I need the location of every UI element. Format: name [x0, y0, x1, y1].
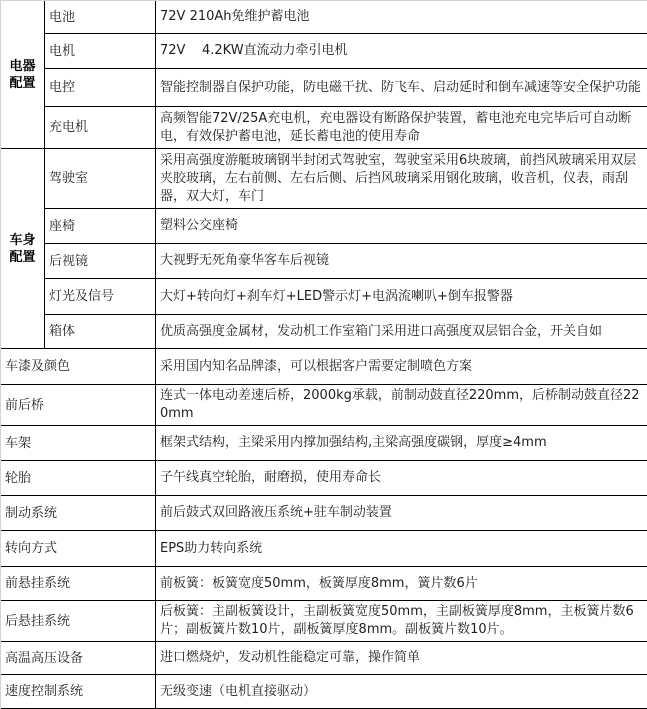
spec-label-paint: 车漆及颜色 [1, 349, 156, 385]
spec-label-motor: 电机 [45, 34, 156, 69]
spec-value-axles: 连式一体电动差速后桥，2000kg承载，前制动鼓直径220mm，后桥制动鼓直径220mm [156, 385, 647, 426]
spec-value-cab: 采用高强度游艇玻璃钢半封闭式驾驶室，驾驶室采用6块玻璃，前挡风玻璃采用双层夹胶玻璃，左右前侧、左右后侧、后挡风玻璃采用钢化玻璃，收音机，仪表，雨刮器，双大灯，车门 [156, 149, 647, 209]
spec-label-lights: 灯光及信号 [45, 279, 156, 315]
spec-label-steering: 转向方式 [1, 531, 156, 567]
spec-value-battery: 72V 210Ah免维护蓄电池 [156, 1, 647, 34]
spec-label-battery: 电池 [45, 1, 156, 34]
spec-value-heater: 进口燃烧炉，发动机性能稳定可靠，操作简单 [156, 642, 647, 675]
spec-label-controller: 电控 [45, 69, 156, 107]
spec-label-brakes: 制动系统 [1, 496, 156, 531]
spec-label-seats: 座椅 [45, 209, 156, 244]
spec-value-mirror: 大视野无死角豪华客车后视镜 [156, 244, 647, 279]
spec-label-tires: 轮胎 [1, 461, 156, 496]
spec-label-speed-control: 速度控制系统 [1, 675, 156, 709]
spec-label-front-suspension: 前悬挂系统 [1, 567, 156, 601]
spec-value-frame: 框架式结构，主梁采用内撑加强结构,主梁高强度碳钢，厚度≥4mm [156, 426, 647, 461]
spec-label-box: 箱体 [45, 315, 156, 349]
spec-label-frame: 车架 [1, 426, 156, 461]
spec-value-motor: 72V 4.2KW直流动力牵引电机 [156, 34, 647, 69]
spec-value-box: 优质高强度金属材，发动机工作室箱门采用进口高强度双层铝合金，开关自如 [156, 315, 647, 349]
spec-value-speed-control: 无级变速（电机直接驱动） [156, 675, 647, 709]
spec-value-lights: 大灯+转向灯+刹车灯+LED警示灯+电涡流喇叭+倒车报警器 [156, 279, 647, 315]
spec-value-charger: 高频智能72V/25A充电机，充电器设有断路保护装置，蓄电池充电完毕后可自动断电，有效保护蓄电池，延长蓄电池的使用寿命 [156, 107, 647, 149]
spec-value-rear-suspension: 后板簧：主副板簧设计，主副板簧宽度50mm，主副板簧厚度8mm，主板簧片数6片；副板簧片数10片，副板簧厚度8mm。副板簧片数10片。 [156, 601, 647, 642]
spec-value-steering: EPS助力转向系统 [156, 531, 647, 567]
spec-label-mirror: 后视镜 [45, 244, 156, 279]
spec-value-paint: 采用国内知名品牌漆，可以根据客户需要定制喷色方案 [156, 349, 647, 385]
spec-value-seats: 塑料公交座椅 [156, 209, 647, 244]
spec-group-body: 车身配置 [1, 149, 45, 349]
spec-value-controller: 智能控制器自保护功能，防电磁干扰、防飞车、启动延时和倒车减速等安全保护功能 [156, 69, 647, 107]
spec-value-front-suspension: 前板簧：板簧宽度50mm，板簧厚度8mm，簧片数6片 [156, 567, 647, 601]
spec-label-rear-suspension: 后悬挂系统 [1, 601, 156, 642]
spec-value-tires: 子午线真空轮胎，耐磨损，使用寿命长 [156, 461, 647, 496]
spec-group-electrical: 电器配置 [1, 1, 45, 149]
spec-label-heater: 高温高压设备 [1, 642, 156, 675]
spec-label-charger: 充电机 [45, 107, 156, 149]
spec-label-axles: 前后桥 [1, 385, 156, 426]
spec-value-brakes: 前后鼓式双回路液压系统+驻车制动装置 [156, 496, 647, 531]
spec-label-cab: 驾驶室 [45, 149, 156, 209]
